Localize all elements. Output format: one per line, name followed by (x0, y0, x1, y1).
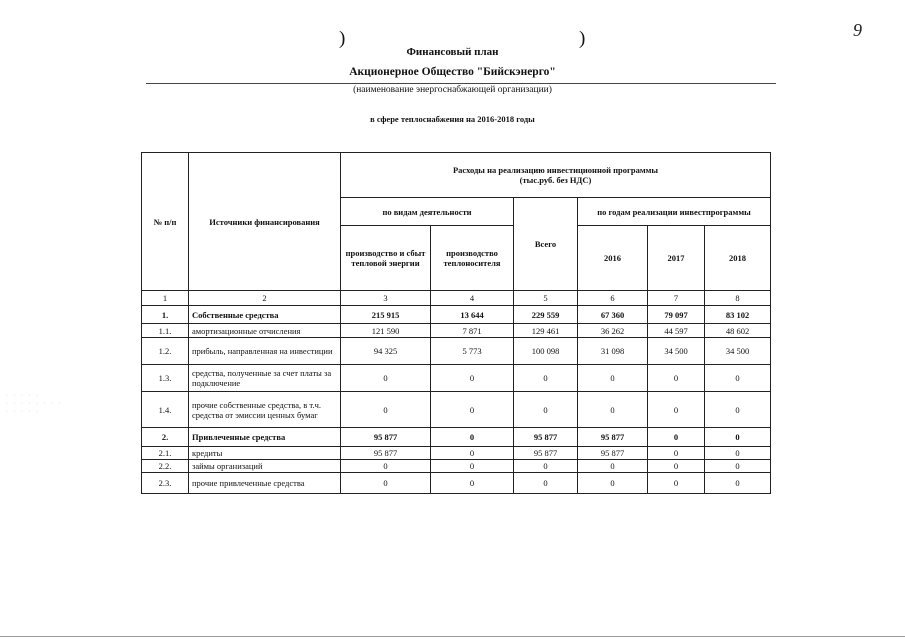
row-value-2017: 34 500 (648, 338, 705, 365)
row-total: 0 (514, 460, 578, 473)
row-heat-production: 215 915 (341, 306, 431, 324)
header-total: Всего (514, 198, 578, 291)
row-value-2017: 0 (648, 447, 705, 460)
row-source: Собственные средства (189, 306, 341, 324)
table-row (142, 428, 771, 447)
row-value-2017: 0 (648, 473, 705, 494)
row-heat-production: 94 325 (341, 338, 431, 365)
column-number: 2 (189, 291, 341, 306)
document-title: Финансовый план (406, 46, 499, 58)
row-value-2018: 34 500 (705, 338, 771, 365)
table-row (142, 306, 771, 324)
header-expenses-units: (тыс.руб. без НДС) (519, 175, 592, 185)
row-value-2018: 0 (705, 365, 771, 392)
row-value-2016: 0 (578, 473, 648, 494)
row-heat-production: 95 877 (341, 447, 431, 460)
row-source: прочие собственные средства, в т.ч. средства от эмиссии ценных бумаг (189, 392, 341, 428)
row-source: займы организаций (189, 460, 341, 473)
page-bottom-edge (0, 636, 905, 637)
row-value-2016: 67 360 (578, 306, 648, 324)
row-total: 0 (514, 365, 578, 392)
row-number: 1.2. (142, 338, 189, 365)
row-value-2016: 0 (578, 365, 648, 392)
row-value-2018: 0 (705, 447, 771, 460)
column-number: 8 (705, 291, 771, 306)
row-value-2018: 0 (705, 460, 771, 473)
table-row (142, 473, 771, 494)
header-year-2018: 2018 (705, 226, 771, 291)
row-carrier-production: 0 (431, 460, 514, 473)
row-value-2016: 0 (578, 392, 648, 428)
row-heat-production: 121 590 (341, 324, 431, 338)
row-value-2016: 95 877 (578, 447, 648, 460)
row-value-2016: 0 (578, 460, 648, 473)
header-production-heat: производство и сбыт тепловой энергии (341, 226, 431, 291)
row-total: 95 877 (514, 428, 578, 447)
row-heat-production: 0 (341, 473, 431, 494)
header-expenses-title: Расходы на реализацию инвестиционной программы (452, 165, 659, 175)
column-number: 7 (648, 291, 705, 306)
column-number: 5 (514, 291, 578, 306)
header-year-2016: 2016 (578, 226, 648, 291)
column-number: 4 (431, 291, 514, 306)
row-value-2016: 95 877 (578, 428, 648, 447)
row-value-2017: 0 (648, 428, 705, 447)
header-production-carrier: производство теплоносителя (431, 226, 514, 291)
row-value-2017: 79 097 (648, 306, 705, 324)
row-value-2017: 0 (648, 365, 705, 392)
header-year-2017: 2017 (648, 226, 705, 291)
row-number: 1.3. (142, 365, 189, 392)
row-carrier-production: 0 (431, 473, 514, 494)
row-number: 1.4. (142, 392, 189, 428)
closing-parenthesis-left: ) (339, 28, 346, 49)
header-num: № п/п (142, 153, 189, 291)
organization-name: Акционерное Общество "Бийскэнерго" (349, 66, 556, 78)
table-body (142, 153, 771, 494)
closing-parenthesis-right: ) (579, 28, 586, 49)
row-number: 1.1. (142, 324, 189, 338)
row-value-2018: 0 (705, 392, 771, 428)
row-total: 129 461 (514, 324, 578, 338)
header-by-year: по годам реализации инвестпрограммы (578, 198, 771, 226)
row-number: 2. (142, 428, 189, 447)
header-expenses (341, 153, 771, 198)
row-total: 95 877 (514, 447, 578, 460)
row-value-2017: 44 597 (648, 324, 705, 338)
financial-plan-table (141, 152, 771, 494)
row-value-2018: 83 102 (705, 306, 771, 324)
row-carrier-production: 13 644 (431, 306, 514, 324)
table-row (142, 447, 771, 460)
header-source: Источники финансирования (189, 153, 341, 291)
row-carrier-production: 5 773 (431, 338, 514, 365)
row-number: 2.2. (142, 460, 189, 473)
header-by-activity: по видам деятельности (341, 198, 514, 226)
row-carrier-production: 0 (431, 428, 514, 447)
table-row (142, 460, 771, 473)
row-number: 2.1. (142, 447, 189, 460)
row-total: 229 559 (514, 306, 578, 324)
column-number: 6 (578, 291, 648, 306)
row-value-2018: 48 602 (705, 324, 771, 338)
row-value-2016: 36 262 (578, 324, 648, 338)
row-value-2018: 0 (705, 428, 771, 447)
scan-noise: · · · · · · · · · · · · · · · · · · (6, 393, 63, 415)
row-carrier-production: 0 (431, 447, 514, 460)
row-number: 1. (142, 306, 189, 324)
row-heat-production: 95 877 (341, 428, 431, 447)
row-heat-production: 0 (341, 392, 431, 428)
row-carrier-production: 0 (431, 365, 514, 392)
row-number: 2.3. (142, 473, 189, 494)
column-number: 3 (341, 291, 431, 306)
table-row (142, 392, 771, 428)
column-number: 1 (142, 291, 189, 306)
row-value-2016: 31 098 (578, 338, 648, 365)
row-source: прибыль, направленная на инвестиции (189, 338, 341, 365)
organization-caption: (наименование энергоснабжающей организации) (353, 85, 552, 95)
column-number-row (142, 291, 771, 306)
row-value-2017: 0 (648, 392, 705, 428)
organization-underline (146, 83, 776, 84)
row-carrier-production: 7 871 (431, 324, 514, 338)
row-source: амортизационные отчисления (189, 324, 341, 338)
row-total: 100 098 (514, 338, 578, 365)
row-source: средства, полученные за счет платы за подключение (189, 365, 341, 392)
row-source: прочие привлеченные средства (189, 473, 341, 494)
row-value-2018: 0 (705, 473, 771, 494)
row-source: Привлеченные средства (189, 428, 341, 447)
table-row (142, 324, 771, 338)
table-row (142, 338, 771, 365)
row-source: кредиты (189, 447, 341, 460)
row-carrier-production: 0 (431, 392, 514, 428)
plan-scope: в сфере теплоснабжения на 2016-2018 годы (370, 114, 535, 124)
row-heat-production: 0 (341, 365, 431, 392)
row-heat-production: 0 (341, 460, 431, 473)
row-total: 0 (514, 473, 578, 494)
row-value-2017: 0 (648, 460, 705, 473)
page-number: 9 (853, 20, 862, 40)
header-row-1 (142, 153, 771, 198)
row-total: 0 (514, 392, 578, 428)
table-row (142, 365, 771, 392)
